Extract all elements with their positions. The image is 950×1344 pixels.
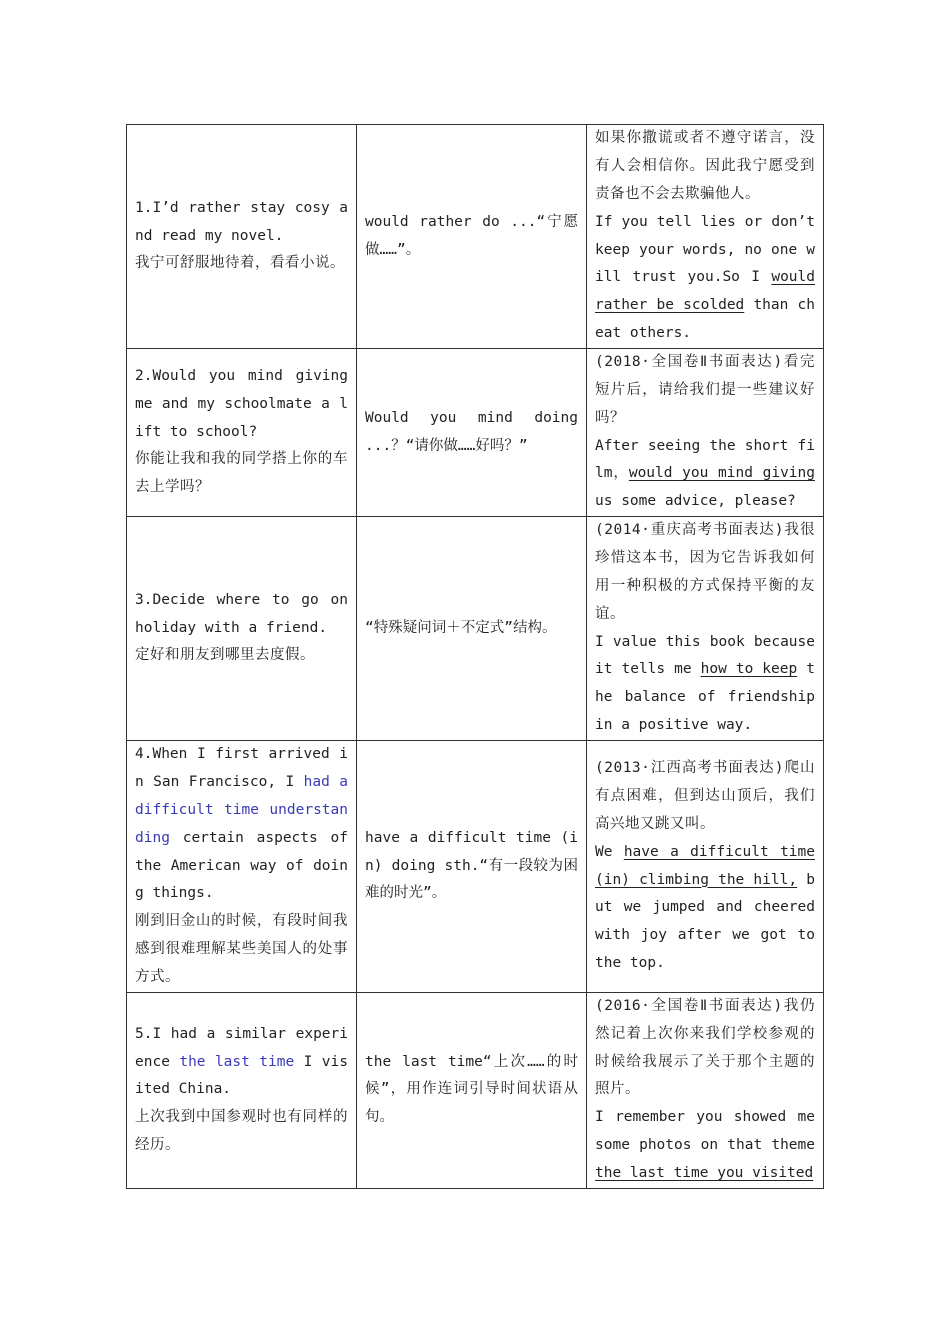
table-row <box>127 993 824 1189</box>
application-prompt: (2016·全国卷Ⅱ书面表达)我仍然记着上次你来我们学校参观的时候给我展示了关于那个主题的照片。 <box>595 998 815 1098</box>
example-english: 2.Would you mind giving me and my schoolmate a lift to school? <box>135 368 348 440</box>
example-english: 5.I had a similar experience <box>135 1025 348 1070</box>
example-cell <box>127 125 357 349</box>
application-cell <box>587 993 824 1189</box>
application-cell <box>587 517 824 741</box>
answer-underlined: would rather be scolded <box>595 269 815 314</box>
application-prompt: (2013·江西高考书面表达)爬山有点困难，但到达山顶后，我们高兴地又跳又叫。 <box>595 760 815 832</box>
key-phrase-highlight: the last time <box>179 1053 295 1070</box>
table-row <box>127 125 824 349</box>
application-text-tail: than cheat others. <box>595 297 815 341</box>
usage-cell <box>357 517 587 741</box>
answer-underlined: how to keep <box>700 661 798 678</box>
answer-underlined: have a difficult time (in) climbing the hill, <box>595 843 815 888</box>
application-prompt: (2014·重庆高考书面表达)我很珍惜这本书，因为它告诉我如何用一种积极的方式保持平衡的友谊。 <box>595 522 815 622</box>
application-text: After seeing the short film， <box>595 437 815 482</box>
application-text-tail: but we jumped and cheered with joy after we got to the top. <box>595 871 815 971</box>
usage-cell <box>357 349 587 517</box>
application-text: I remember you showed me some photos on that theme <box>595 1109 815 1153</box>
usage-note: the last time“上次……的时候”，用作连词引导时间状语从句。 <box>365 1053 578 1126</box>
usage-note: would rather do ...“宁愿做……”。 <box>365 213 578 258</box>
table-row <box>127 517 824 741</box>
application-text: We <box>595 843 624 860</box>
example-english: 1.I’d rather stay cosy and read my novel. <box>135 199 348 244</box>
expression-table <box>126 124 824 1189</box>
application-cell <box>587 125 824 349</box>
example-cell <box>127 517 357 741</box>
example-chinese: 定好和朋友到哪里去度假。 <box>135 647 315 664</box>
example-chinese: 上次我到中国参观时也有同样的经历。 <box>135 1109 348 1153</box>
application-prompt: 如果你撒谎或者不遵守诺言，没有人会相信你。因此我宁愿受到责备也不会去欺骗他人。 <box>595 130 815 202</box>
application-prompt: (2018·全国卷Ⅱ书面表达)看完短片后，请给我们提一些建议好吗？ <box>595 354 815 426</box>
example-chinese: 刚到旧金山的时候，有段时间我感到很难理解某些美国人的处事方式。 <box>135 913 348 985</box>
usage-cell <box>357 993 587 1189</box>
usage-note: have a difficult time (in) doing sth.“有一段较为困难的时光”。 <box>365 829 578 902</box>
usage-note: Would you mind doing ...？“请你做……好吗？” <box>365 409 578 454</box>
usage-cell <box>357 741 587 993</box>
table-row <box>127 741 824 993</box>
usage-cell <box>357 125 587 349</box>
example-cell <box>127 349 357 517</box>
example-cell <box>127 741 357 993</box>
example-english-tail: certain aspects of the American way of doing things. <box>135 829 348 902</box>
example-english-tail: I visited China. <box>135 1053 348 1098</box>
example-english: 4.When I first arrived in San Francisco, I <box>135 746 348 791</box>
example-cell <box>127 993 357 1189</box>
example-english: 3.Decide where to go on holiday with a friend. <box>135 591 348 636</box>
application-text-tail: us some advice, please? <box>595 493 796 510</box>
example-chinese: 你能让我和我的同学搭上你的车去上学吗？ <box>135 451 348 496</box>
application-cell <box>587 741 824 993</box>
answer-underlined: would you mind giving <box>628 465 815 482</box>
key-phrase-highlight: had a difficult time understanding <box>135 774 348 846</box>
table-row <box>127 349 824 517</box>
usage-note: “特殊疑问词＋不定式”结构。 <box>365 619 557 636</box>
application-text: If you tell lies or don’t keep your words, no one will trust you.So I <box>595 213 815 286</box>
answer-underlined: the last time you visited <box>595 1164 814 1181</box>
application-text: I value this book because it tells me <box>595 633 815 678</box>
example-chinese: 我宁可舒服地待着，看看小说。 <box>135 255 345 272</box>
application-text-tail: the balance of friendship in a positive way. <box>595 661 815 733</box>
application-cell <box>587 349 824 517</box>
